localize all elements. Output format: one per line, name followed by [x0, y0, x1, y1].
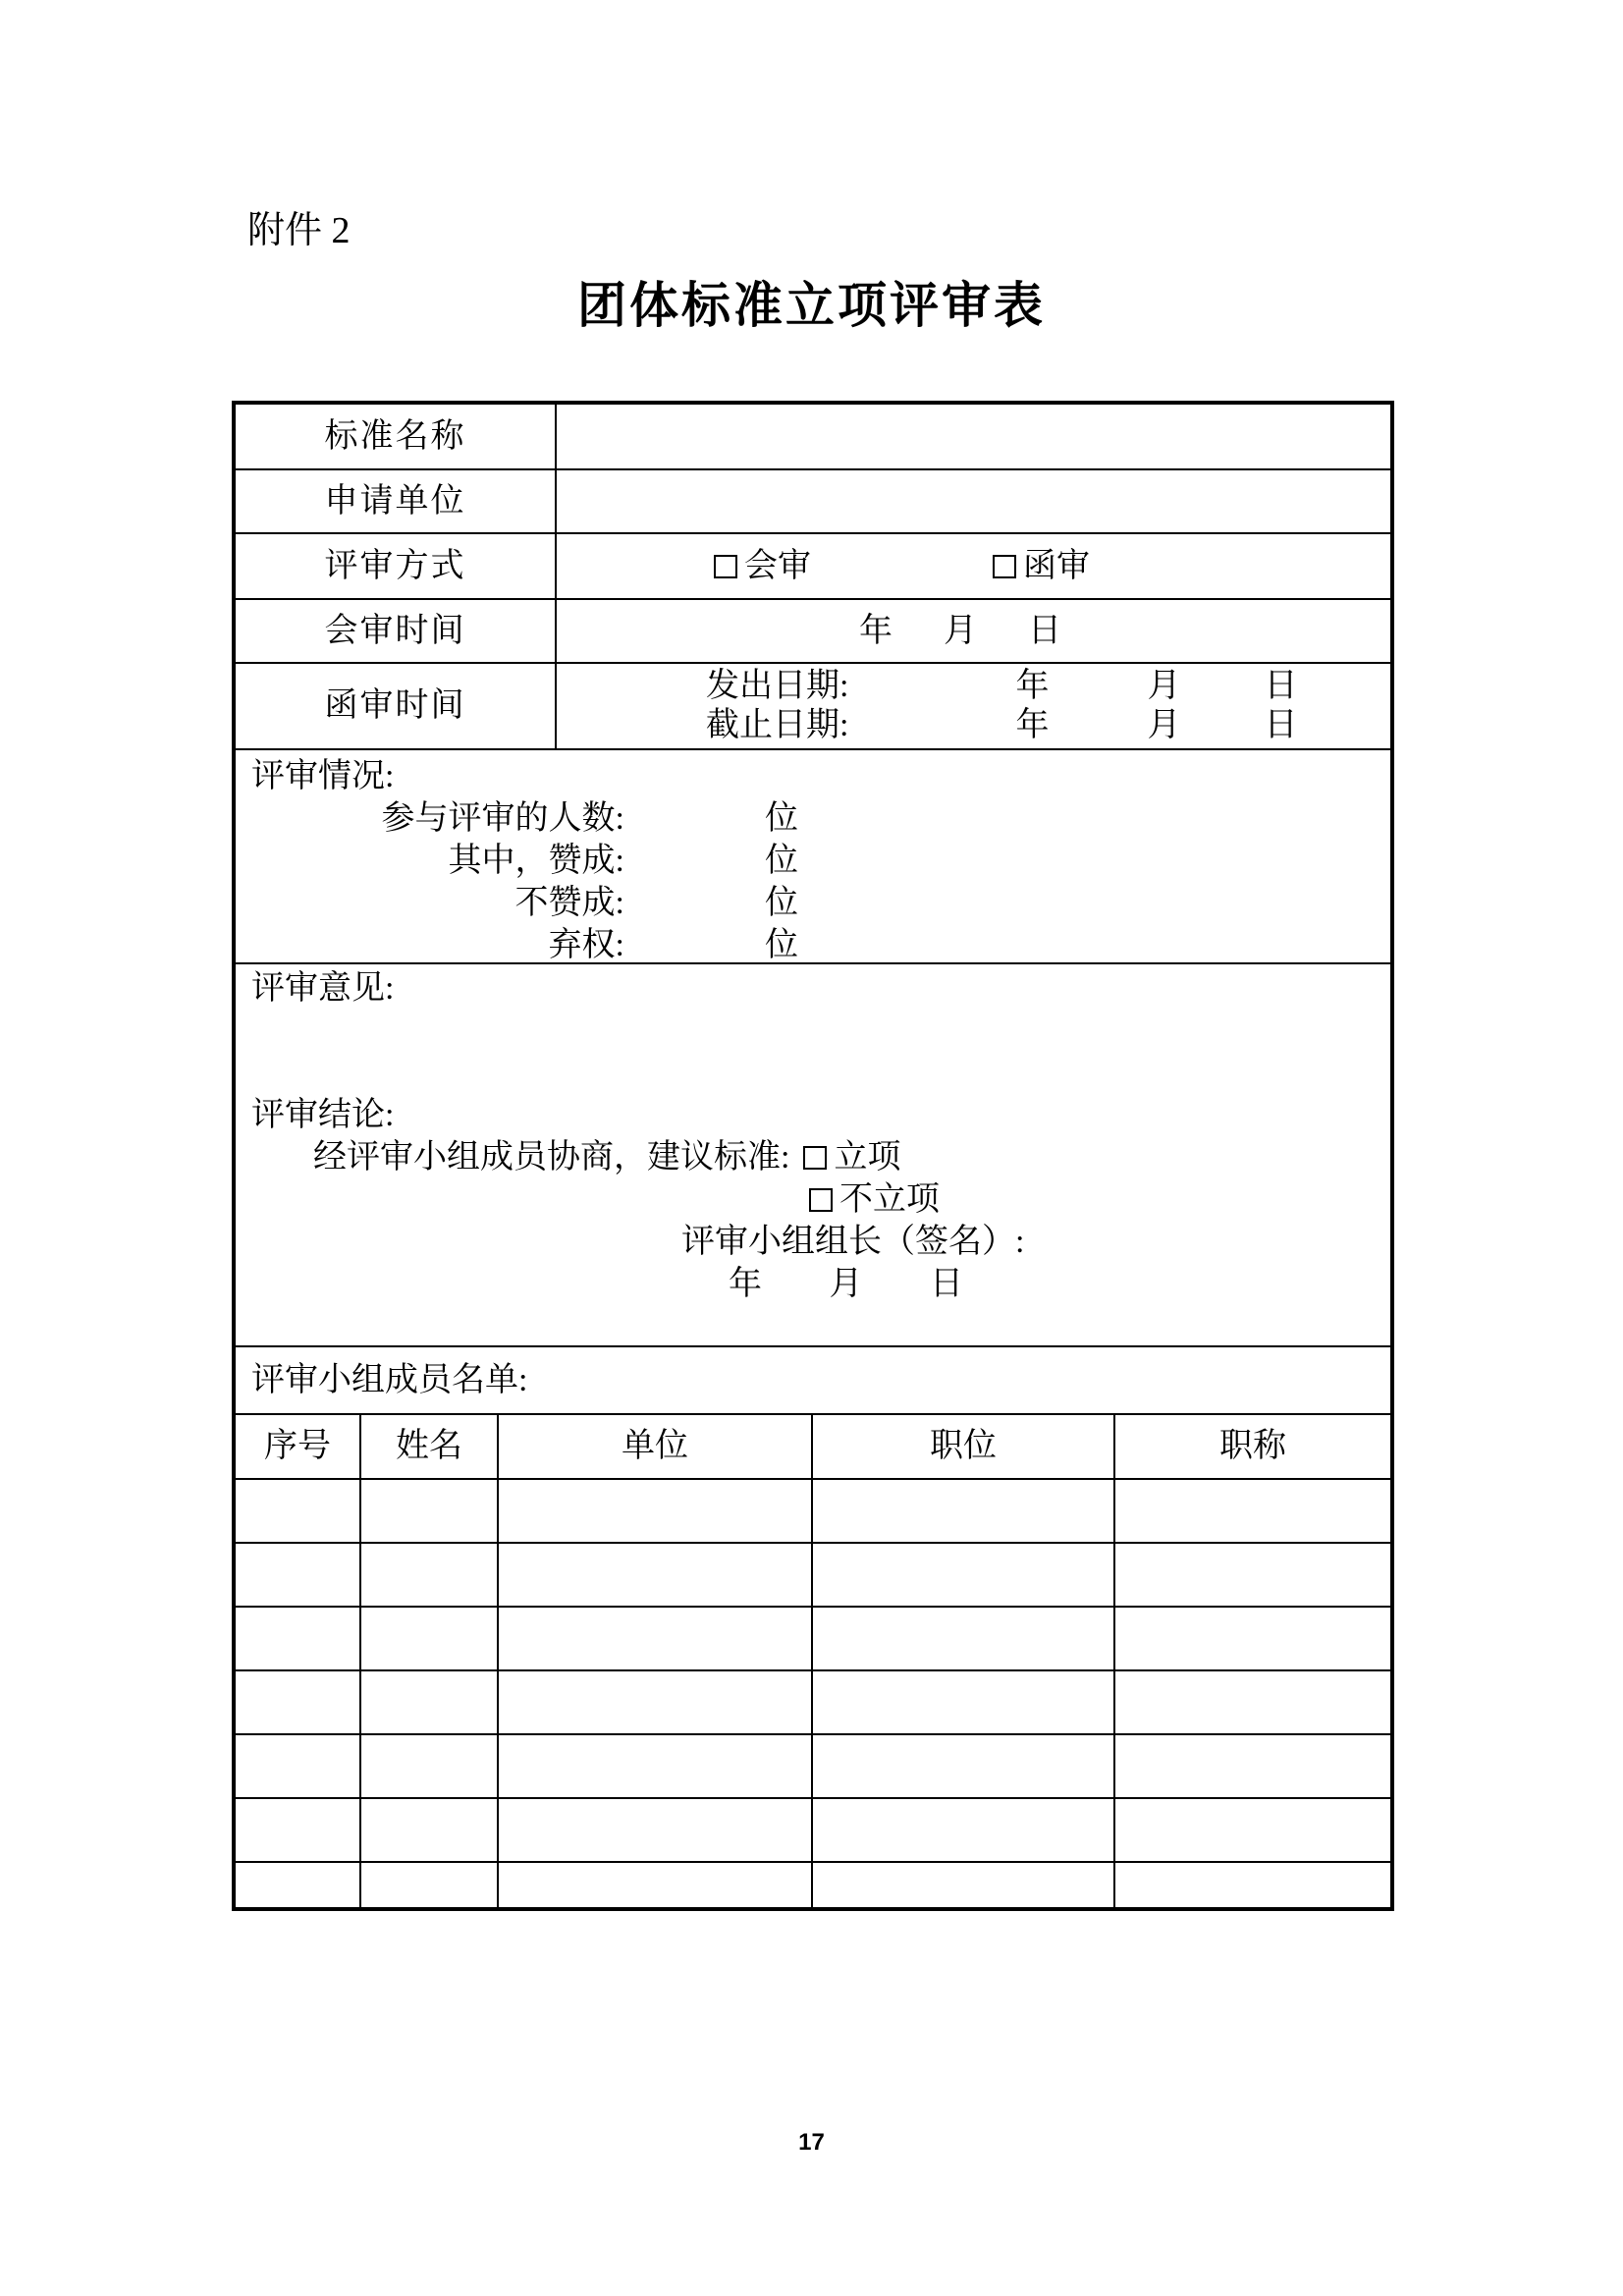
deadline-date-label: 截止日期:: [706, 707, 849, 743]
member-table-cell[interactable]: [813, 1671, 1115, 1733]
applicant-label: 申请单位: [236, 470, 557, 532]
day-placeholder: 日: [1264, 707, 1298, 743]
meeting-time-row: [236, 600, 1390, 664]
member-table-cell[interactable]: [236, 1480, 361, 1542]
column-header-name: 姓名: [361, 1415, 499, 1478]
member-table-body: [236, 1480, 1390, 1907]
member-table-cell[interactable]: [499, 1608, 813, 1669]
day-placeholder: 日: [1264, 668, 1298, 704]
member-table: [236, 1415, 1390, 1907]
participants-unit: 位: [765, 800, 798, 837]
disapprove-count-line: [251, 882, 1390, 924]
column-header-unit: 单位: [499, 1415, 813, 1478]
month-placeholder: 月: [944, 612, 977, 649]
blank-line: [251, 1052, 1390, 1094]
member-table-cell[interactable]: [813, 1863, 1115, 1907]
member-table-cell[interactable]: [236, 1544, 361, 1606]
abstain-count-unit: 位: [765, 927, 798, 963]
member-table-cell[interactable]: [1115, 1608, 1390, 1669]
letter-time-value-cell[interactable]: [557, 664, 1390, 748]
member-table-cell[interactable]: [1115, 1671, 1390, 1733]
year-placeholder: 年: [859, 612, 893, 649]
signature-label: 评审小组组长（签名）:: [681, 1224, 1025, 1260]
review-method-label: 评审方式: [236, 534, 557, 598]
review-status-cell: [236, 750, 1390, 962]
approve-option-label: 立项: [834, 1139, 901, 1175]
letter-time-row: [236, 664, 1390, 750]
member-table-cell[interactable]: [1115, 1799, 1390, 1861]
member-table-cell[interactable]: [813, 1735, 1115, 1797]
column-header-index: 序号: [236, 1415, 361, 1478]
abstain-count-line: [251, 924, 1390, 966]
review-status-heading: 评审情况:: [251, 758, 395, 794]
member-table-cell[interactable]: [236, 1671, 361, 1733]
meeting-review-option: [714, 547, 811, 584]
standard-name-row: [236, 405, 1390, 470]
column-header-position: 职位: [813, 1415, 1115, 1478]
meeting-time-label: 会审时间: [236, 600, 557, 662]
member-table-cell[interactable]: [361, 1544, 499, 1606]
meeting-time-value-cell[interactable]: [557, 600, 1390, 662]
member-table-cell[interactable]: [499, 1544, 813, 1606]
member-table-empty-row: [236, 1671, 1390, 1735]
review-conclusion-heading: 评审结论:: [251, 1097, 395, 1133]
member-table-cell[interactable]: [813, 1544, 1115, 1606]
disapprove-count-label: 不赞成:: [514, 885, 624, 921]
member-table-empty-row: [236, 1799, 1390, 1863]
letter-review-option: [993, 547, 1090, 584]
letter-review-checkbox[interactable]: [993, 555, 1016, 578]
page-number: 17: [798, 2129, 825, 2156]
year-placeholder: 年: [729, 1266, 762, 1302]
member-table-cell[interactable]: [361, 1735, 499, 1797]
attachment-label: 附件 2: [247, 210, 351, 251]
day-placeholder: 日: [1028, 612, 1061, 649]
member-table-cell[interactable]: [499, 1735, 813, 1797]
member-table-cell[interactable]: [813, 1480, 1115, 1542]
month-placeholder: 月: [1147, 707, 1181, 743]
month-placeholder: 月: [829, 1266, 863, 1302]
page-title: 团体标准立项评审表: [577, 278, 1046, 333]
issue-date-label: 发出日期:: [706, 668, 849, 704]
applicant-value-cell[interactable]: [557, 470, 1390, 532]
review-opinion-section: [236, 964, 1390, 1347]
member-list-heading-row: [236, 1347, 1390, 1415]
standard-name-value-cell[interactable]: [557, 405, 1390, 468]
approve-count-label: 其中，赞成:: [448, 843, 624, 879]
member-table-cell[interactable]: [1115, 1544, 1390, 1606]
participants-line: [251, 797, 1390, 840]
member-table-cell[interactable]: [236, 1863, 361, 1907]
year-placeholder: 年: [1015, 707, 1050, 743]
meeting-review-checkbox[interactable]: [714, 555, 737, 578]
reject-option-line: [809, 1178, 1390, 1221]
member-table-cell[interactable]: [499, 1671, 813, 1733]
member-table-header-row: [236, 1415, 1390, 1480]
member-table-cell[interactable]: [361, 1863, 499, 1907]
signature-line: [681, 1221, 1390, 1263]
member-table-cell[interactable]: [236, 1735, 361, 1797]
blank-line: [251, 1010, 1390, 1052]
review-form-table: [232, 401, 1394, 1911]
member-table-empty-row: [236, 1544, 1390, 1608]
member-table-empty-row: [236, 1863, 1390, 1907]
approve-checkbox[interactable]: [803, 1146, 827, 1170]
member-table-cell[interactable]: [1115, 1863, 1390, 1907]
member-table-cell[interactable]: [361, 1480, 499, 1542]
day-placeholder: 日: [930, 1266, 963, 1302]
year-placeholder: 年: [1015, 668, 1050, 704]
conclusion-statement-line: [313, 1136, 1390, 1178]
review-method-options: [557, 534, 1390, 598]
member-table-cell[interactable]: [499, 1480, 813, 1542]
conclusion-statement: 经评审小组成员协商，建议标准:: [313, 1139, 790, 1175]
meeting-review-option-label: 会审: [744, 547, 811, 584]
reject-option-label: 不立项: [839, 1181, 940, 1218]
review-method-row: [236, 534, 1390, 600]
member-table-cell[interactable]: [813, 1608, 1115, 1669]
member-table-cell[interactable]: [361, 1671, 499, 1733]
disapprove-count-unit: 位: [765, 885, 798, 921]
letter-review-option-label: 函审: [1023, 547, 1090, 584]
member-table-empty-row: [236, 1608, 1390, 1671]
conclusion-date-line: [729, 1263, 1390, 1305]
column-header-title: 职称: [1219, 1428, 1286, 1464]
month-placeholder: 月: [1147, 668, 1181, 704]
letter-time-label: 函审时间: [236, 664, 557, 748]
approve-count-line: [251, 840, 1390, 882]
deadline-date-line: [557, 706, 1390, 745]
approve-count-unit: 位: [765, 843, 798, 879]
review-opinion-cell: [236, 964, 1390, 1345]
abstain-count-label: 弃权:: [548, 927, 624, 963]
member-list-heading: 评审小组成员名单:: [251, 1361, 528, 1398]
member-table-cell[interactable]: [236, 1799, 361, 1861]
member-table-cell[interactable]: [236, 1608, 361, 1669]
reject-checkbox[interactable]: [809, 1188, 833, 1212]
issue-date-line: [557, 667, 1390, 706]
member-table-cell[interactable]: [1115, 1480, 1390, 1542]
member-table-cell[interactable]: [361, 1608, 499, 1669]
review-status-section: [236, 750, 1390, 964]
standard-name-label: 标准名称: [236, 405, 557, 468]
member-table-cell[interactable]: [499, 1863, 813, 1907]
member-table-cell[interactable]: [1115, 1735, 1390, 1797]
member-table-empty-row: [236, 1480, 1390, 1544]
member-table-cell[interactable]: [813, 1799, 1115, 1861]
participants-label: 参与评审的人数:: [381, 800, 624, 837]
member-table-cell[interactable]: [499, 1799, 813, 1861]
applicant-row: [236, 470, 1390, 534]
member-table-empty-row: [236, 1735, 1390, 1799]
member-table-cell[interactable]: [361, 1799, 499, 1861]
review-opinion-heading: 评审意见:: [251, 970, 395, 1007]
